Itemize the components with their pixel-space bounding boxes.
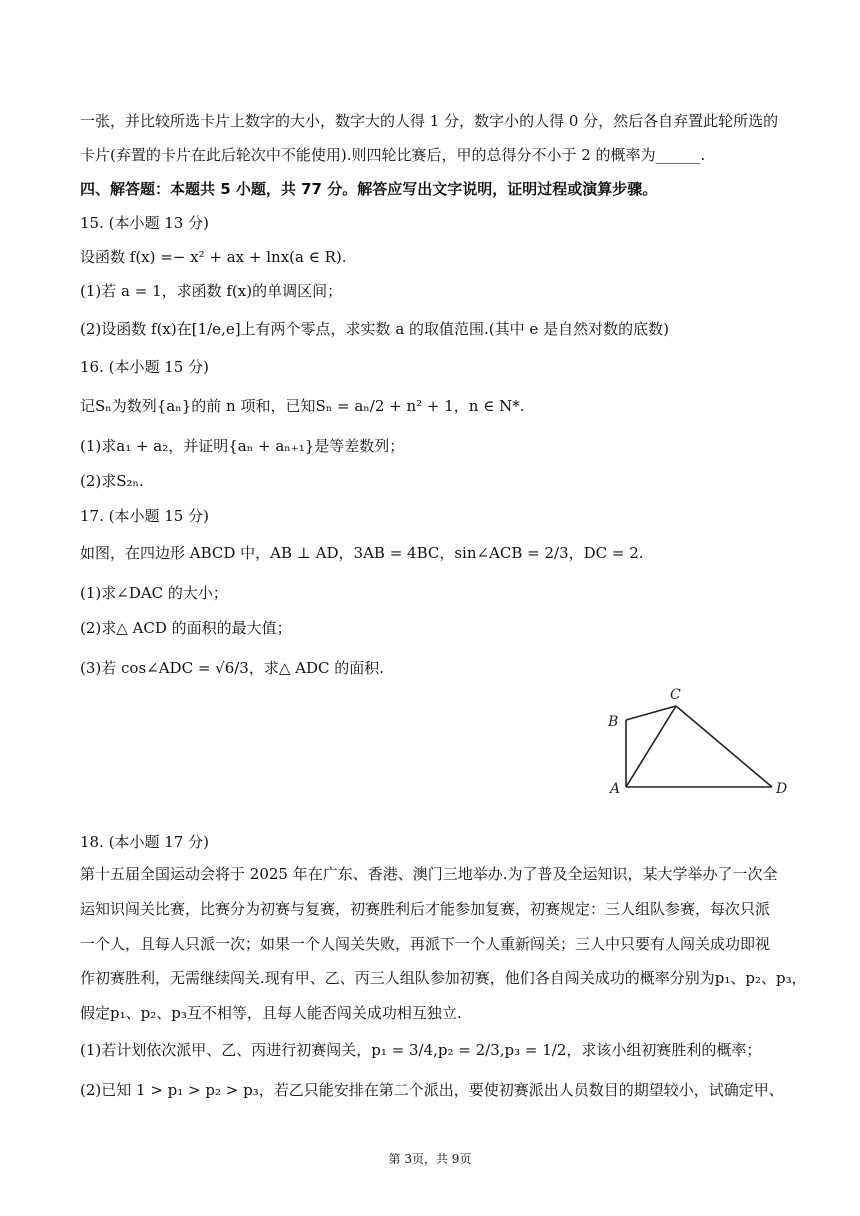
section-heading: 四、解答题：本题共 5 小题，共 77 分。解答应写出文字说明，证明过程或演算步骤。	[80, 180, 658, 198]
text-line: (3)若 cos∠ADC = √6/3，求△ ADC 的面积.	[80, 659, 385, 677]
label-d: D	[776, 781, 788, 797]
problem-heading: 17. (本小题 15 分)	[80, 507, 209, 525]
text-line: 运知识闯关比赛，比赛分为初赛与复赛，初赛胜利后才能参加复赛，初赛规定：三人组队参赛，每次只派	[80, 900, 771, 918]
text-line: 第十五届全国运动会将于 2025 年在广东、香港、澳门三地举办.为了普及全运知识，某大学举办了一次全	[80, 865, 778, 883]
label-b: B	[608, 714, 619, 730]
page-footer: 第 3页，共 9页	[388, 1152, 472, 1166]
text-line: 假定p₁、p₂、p₃互不相等，且每人能否闯关成功相互独立.	[80, 1004, 462, 1022]
problem-heading: 16. (本小题 15 分)	[80, 358, 209, 376]
text-line: 设函数 f(x) =− x² + ax + lnx(a ∈ R).	[80, 248, 347, 266]
label-a: A	[610, 781, 621, 797]
text-line: (1)若 a = 1，求函数 f(x)的单调区间；	[80, 282, 343, 300]
text-line: 一张，并比较所选卡片上数字的大小，数字大的人得 1 分，数字小的人得 0 分，然后各自弃置此轮所选的	[80, 112, 779, 130]
text-line: 记Sₙ为数列{aₙ}的前 n 项和，已知Sₙ = aₙ/2 + n² + 1，n ∈ N*.	[80, 397, 525, 415]
text-line: 一个人，且每人只派一次；如果一个人闯关失败，再派下一个人重新闯关；三人中只要有人闯关成功即视	[80, 935, 771, 953]
problem-heading: 15. (本小题 13 分)	[80, 214, 209, 232]
text-line: (2)设函数 f(x)在[1/e,e]上有两个零点，求实数 a 的取值范围.(其中 e 是自然对数的底数)	[80, 320, 669, 338]
text-line: (1)求∠DAC 的大小；	[80, 584, 228, 602]
text-line: 如图，在四边形 ABCD 中，AB ⊥ AD，3AB = 4BC，sin∠ACB = 2/3，DC = 2.	[80, 544, 644, 562]
text-line: (1)若计划依次派甲、乙、丙进行初赛闯关，p₁ = 3/4,p₂ = 2/3,p₃ = 1/2，求该小组初赛胜利的概率；	[80, 1041, 762, 1059]
text-line: (2)已知 1 > p₁ > p₂ > p₃，若乙只能安排在第二个派出，要使初赛派出人员数目的期望较小，试确定甲、	[80, 1081, 784, 1099]
text-line: (2)求△ ACD 的面积的最大值；	[80, 619, 292, 637]
quadrilateral-diagram	[600, 683, 800, 798]
problem-heading: 18. (本小题 17 分)	[80, 833, 209, 851]
text-line: 卡片(弃置的卡片在此后轮次中不能使用).则四轮比赛后，甲的总得分不小于 2 的概率为______.	[80, 146, 706, 164]
edge-cd	[676, 706, 772, 787]
text-line: (2)求S₂ₙ.	[80, 472, 144, 490]
label-c: C	[670, 687, 681, 703]
text-line: 作初赛胜利，无需继续闯关.现有甲、乙、丙三人组队参加初赛，他们各自闯关成功的概率分别为p₁、p₂、p₃，	[80, 969, 807, 987]
text-line: (1)求a₁ + a₂，并证明{aₙ + aₙ₊₁}是等差数列；	[80, 437, 405, 455]
